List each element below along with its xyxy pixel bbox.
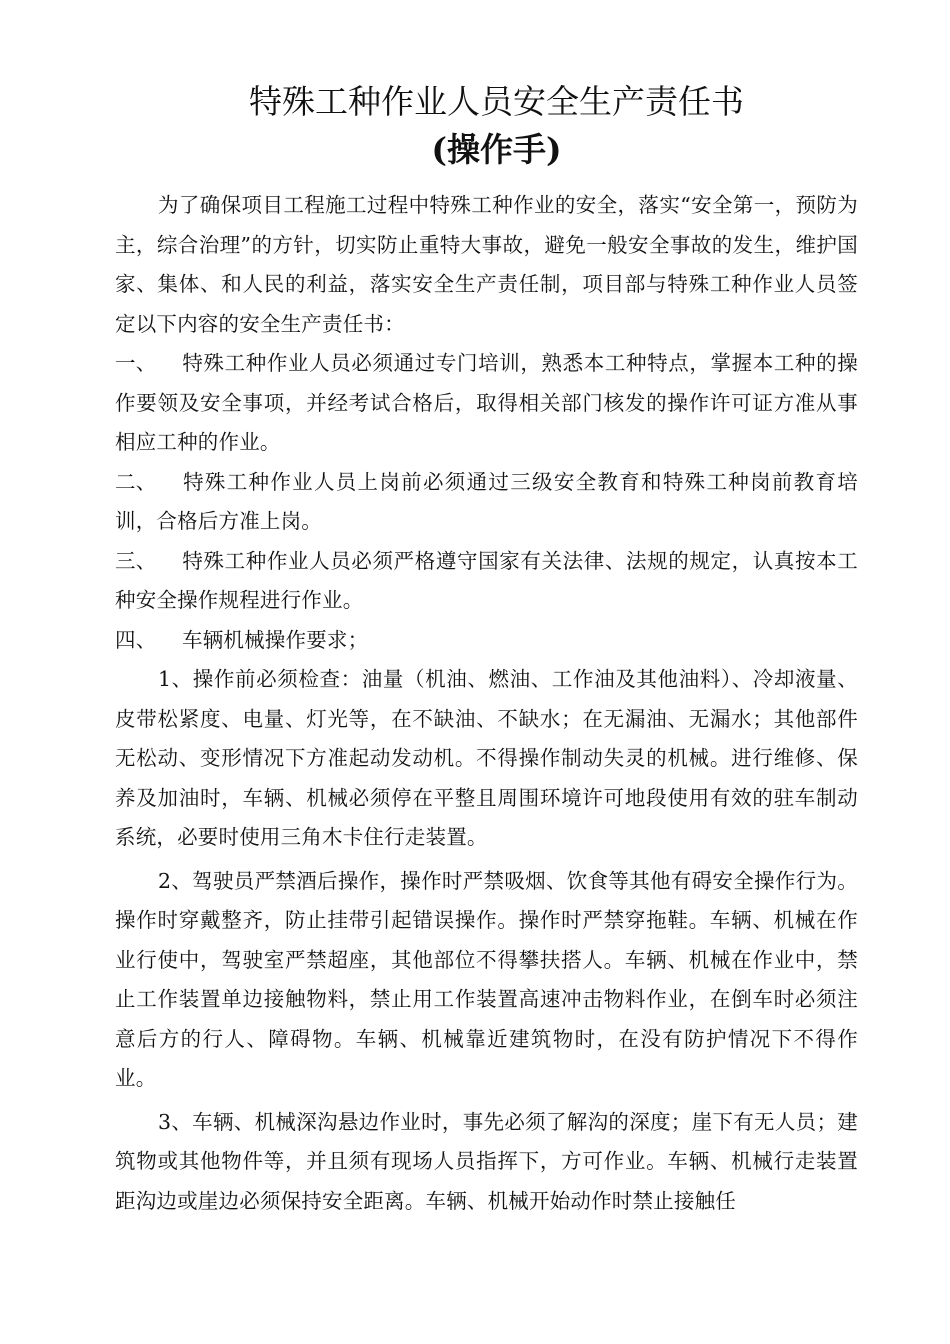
clause-4 <box>115 621 858 661</box>
sub-item-2: 2、驾驶员严禁酒后操作，操作时严禁吸烟、饮食等其他有碍安全操作行为。操作时穿戴整齐，防止挂带引起错误操作。操作时严禁穿拖鞋。车辆、机械在作业行使中，驾驶室严禁超座，其他部位不得攀扶搭人。车辆、机械在作业中，禁止工作装置单边接触物料，禁止用工作装置高速冲击物料作业，在倒车时必须注意后方的行人、障碍物。车辆、机械靠近建筑物时，在没有防护情况下不得作业。 <box>115 868 858 1090</box>
clause-number: 二、 <box>115 469 157 494</box>
clause-number: 三、 <box>115 548 157 573</box>
clause-2 <box>115 463 858 542</box>
clause-1 <box>115 344 858 463</box>
document-title: 特殊工种作业人员安全生产责任书 <box>249 82 744 121</box>
document-subtitle: (操作手) <box>431 130 562 169</box>
clause-text: 特殊工种作业人员必须通过专门培训，熟悉本工种特点，掌握本工种的操作要领及安全事项，并经考试合格后，取得相关部门核发的操作许可证方准从事相应工种的作业。 <box>115 351 858 454</box>
clause-text: 车辆机械操作要求； <box>182 627 369 652</box>
clause-number: 四、 <box>115 627 157 652</box>
sub-item-3: 3、车辆、机械深沟悬边作业时，事先必须了解沟的深度；崖下有无人员；建筑物或其他物件等，并且须有现场人员指挥下，方可作业。车辆、机械行走装置距沟边或崖边必须保持安全距离。车辆、机械开始动作时禁止接触任 <box>115 1109 858 1213</box>
sub-item-1: 1、操作前必须检查：油量（机油、燃油、工作油及其他油料）、冷却液量、皮带松紧度、电量、灯光等，在不缺油、不缺水；在无漏油、无漏水；其他部件无松动、变形情况下方准起动发动机。不得操作制动失灵的机械。进行维修、保养及加油时，车辆、机械必须停在平整且周围环境许可地段使用有效的驻车制动系统，必要时使用三角木卡住行走装置。 <box>115 667 858 849</box>
intro-paragraph: 为了确保项目工程施工过程中特殊工种作业的安全，落实“安全第一，预防为主，综合治理”的方针，切实防止重特大事故，避免一般安全事故的发生，维护国家、集体、和人民的利益，落实安全生产责任制，项目部与特殊工种作业人员签定以下内容的安全生产责任书： <box>115 193 858 336</box>
clause-number: 一、 <box>115 351 157 375</box>
clause-text: 特殊工种作业人员必须严格遵守国家有关法律、法规的规定，认真按本工种安全操作规程进行作业。 <box>115 548 858 612</box>
clause-3 <box>115 542 858 621</box>
clause-text: 特殊工种作业人员上岗前必须通过三级安全教育和特殊工种岗前教育培训，合格后方准上岗。 <box>115 469 858 533</box>
